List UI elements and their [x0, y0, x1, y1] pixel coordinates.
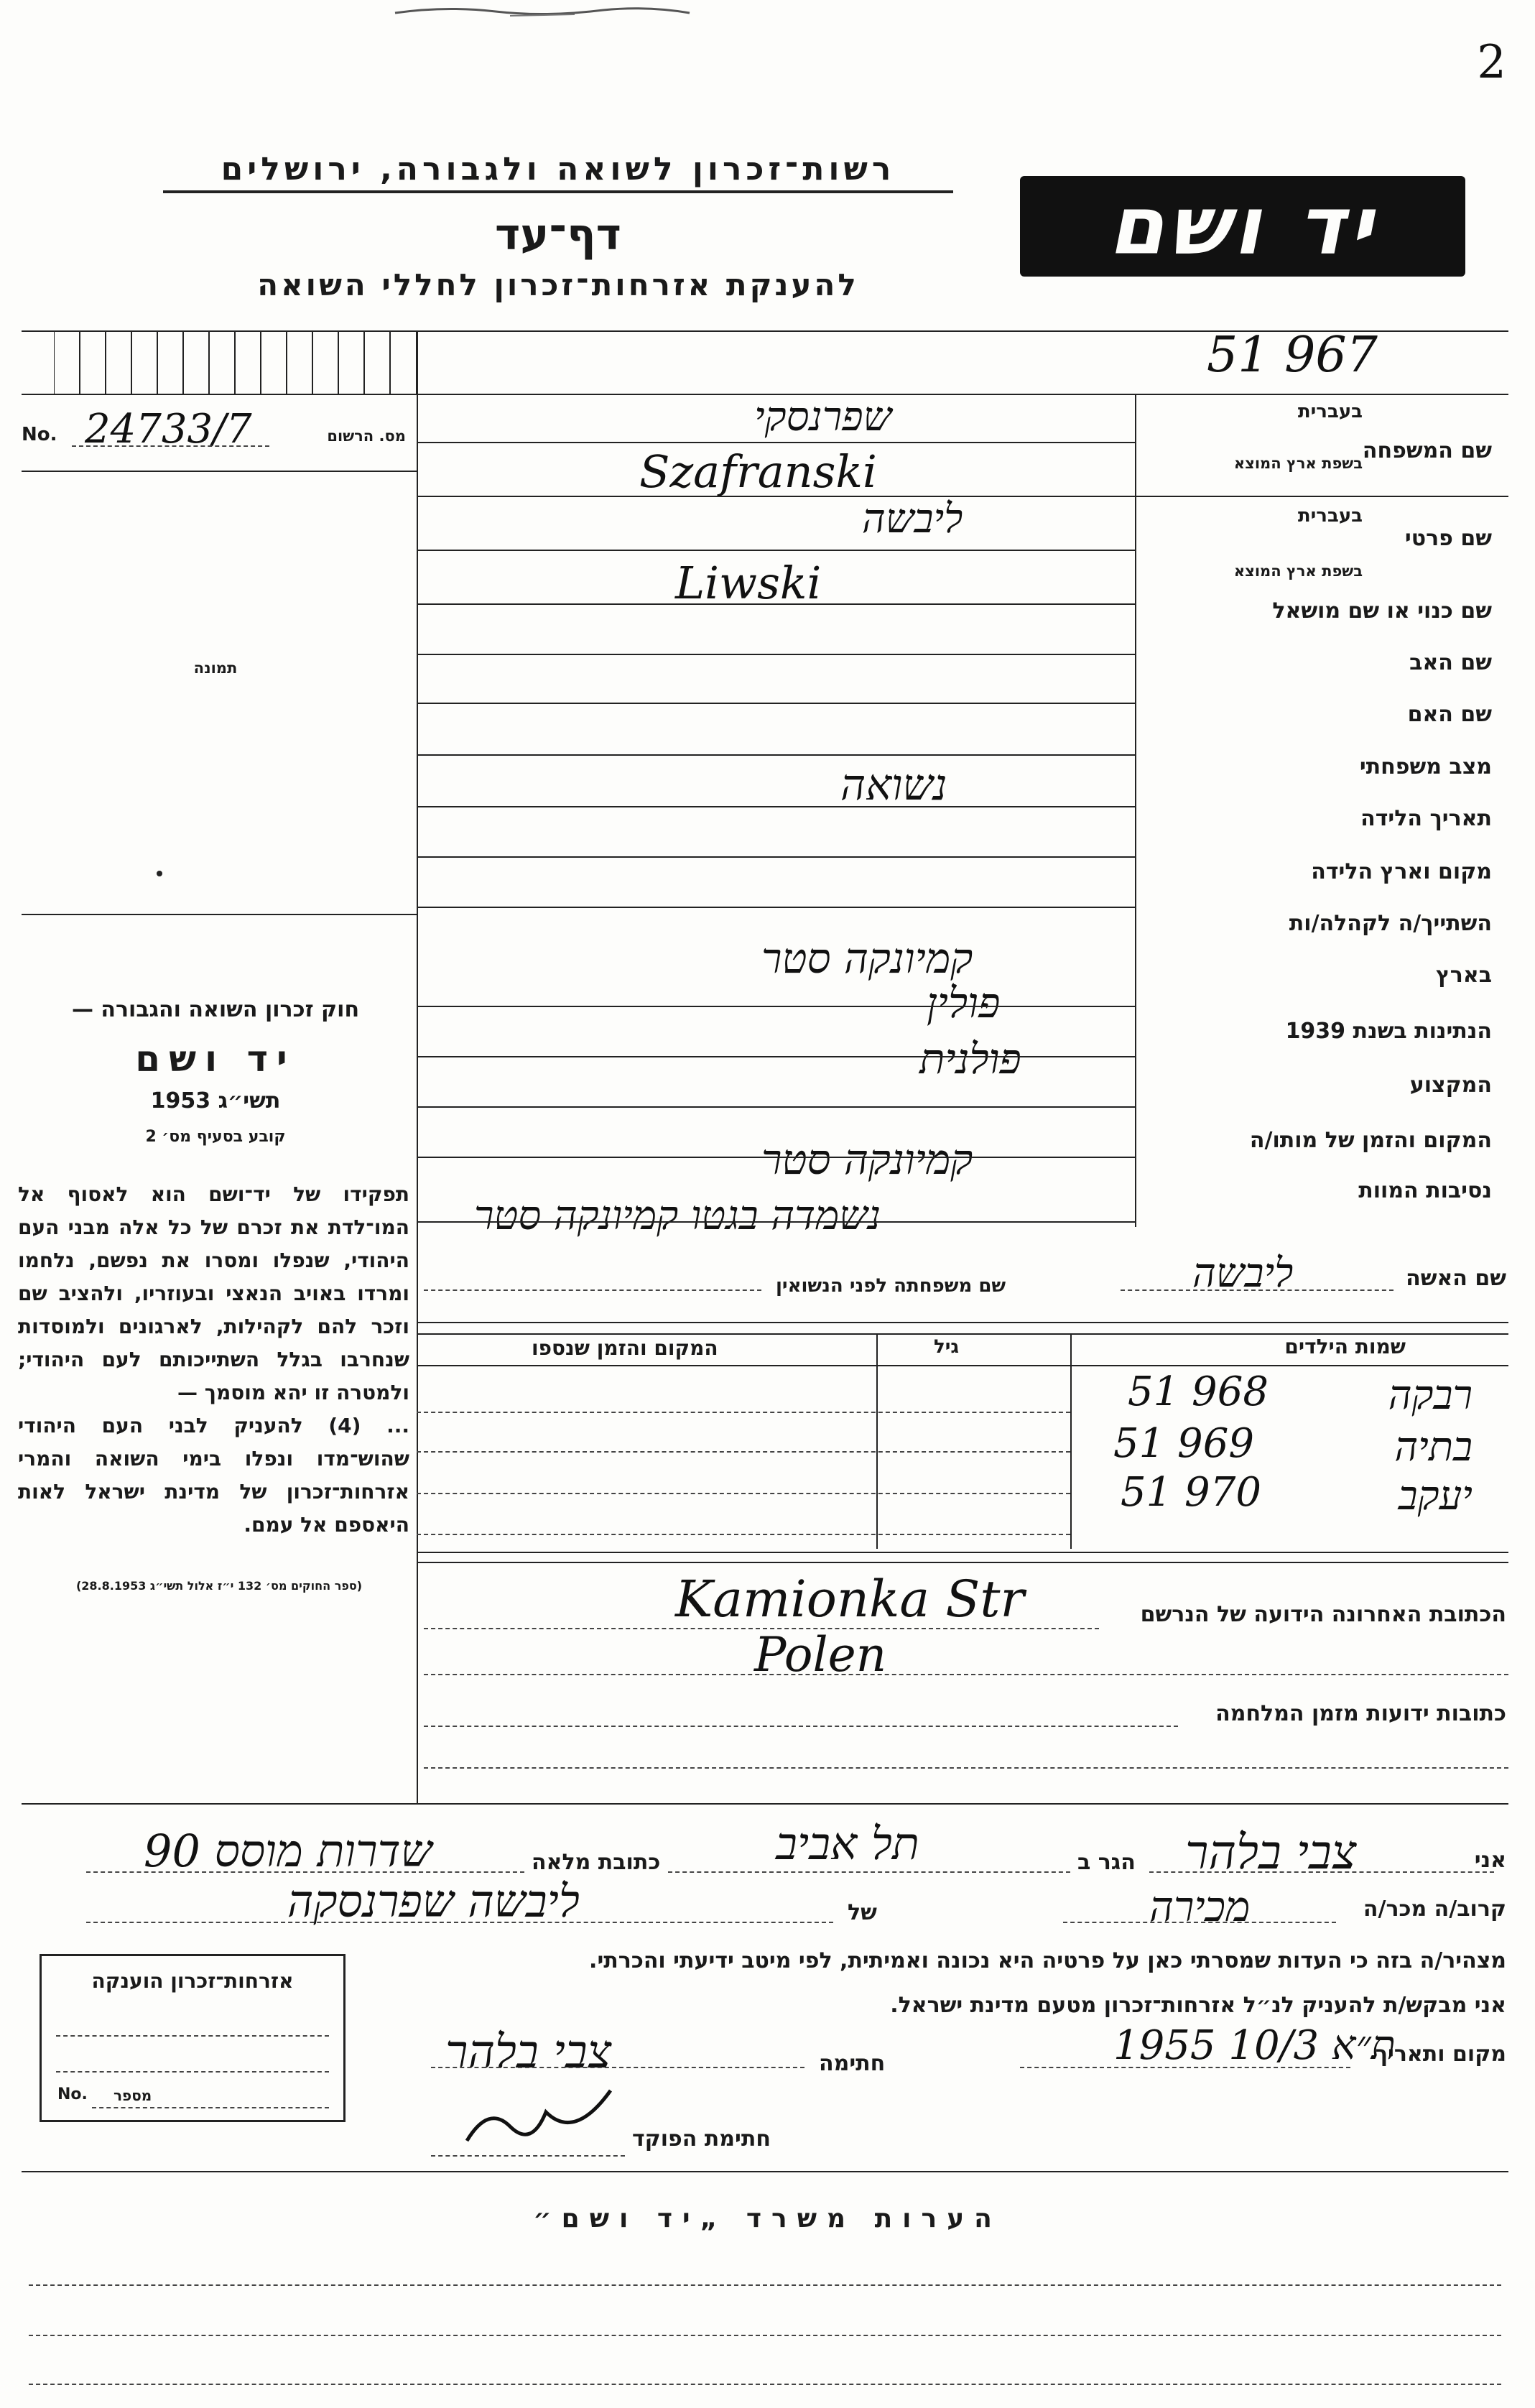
birth-place-label: מקום וארץ הלידה [1311, 859, 1492, 884]
office-notes-title: הערות משרד „יד ושם״ [533, 2204, 1002, 2233]
death-place-label: המקום והזמן של מותו/ה [1249, 1128, 1492, 1153]
first-name-hebrew-value: ליבשה [862, 496, 963, 542]
code-boxes [54, 330, 420, 394]
yad-vashem-logo [1020, 176, 1465, 277]
children-names-header: שמות הילדים [1284, 1335, 1406, 1358]
citizenship-granted-box [40, 1954, 346, 2122]
country-value: פולין [927, 978, 1001, 1027]
child-name: רבקה [1388, 1372, 1473, 1419]
declaration-city-value: תל אביב [776, 1817, 919, 1870]
family-name-hebrew-value: שפרנסקי [754, 394, 892, 440]
child-name: בתיה [1394, 1424, 1473, 1471]
law-text-2: ... (4) להעניק לבני העם היהודי שהוש־מדו ונפלו בימי השואה והמרי אזרחות־זכרון של מדינת ישראל לאות היאספם אל עמם. [18, 1414, 409, 1537]
first-name-label: שם פרטי [1404, 526, 1492, 551]
law-title: חוק זכרון השואה והגבורה — [71, 997, 360, 1022]
family-name-origin-label: בשפת ארץ המוצא [1233, 455, 1363, 472]
declaration-i-value: צבי בלהר [1185, 1825, 1357, 1880]
death-circumstances-label: נסיבות המוות [1358, 1178, 1492, 1203]
child-number: 51 970 [1121, 1469, 1261, 1516]
declaration-relation-value: מכירה [1149, 1882, 1251, 1931]
logo-text: יד ושם [1108, 180, 1378, 273]
children-place-header: המקום והזמן שנספו [532, 1336, 718, 1360]
stamp-no-prefix: No. [57, 2085, 88, 2103]
citizenship-label: הנתינות בשנת 1939 [1285, 1019, 1492, 1044]
registration-no-prefix: No. [22, 424, 57, 445]
table-row [1099, 1369, 1501, 1420]
registration-label: מס. הרשום [327, 427, 406, 445]
record-number: 51 967 [1207, 327, 1378, 384]
children-age-header: גיל [934, 1336, 960, 1358]
declaration-relation-label: קרוב/ה מכר/ה [1363, 1897, 1506, 1922]
registration-number: 24733/7 [85, 406, 252, 453]
mother-label: שם האם [1407, 702, 1492, 727]
first-name-origin-value: Liwski [675, 557, 822, 609]
law-year: תשי״ג 1953 [150, 1088, 281, 1113]
community-value: קמיונקה סטר [761, 934, 973, 983]
declaration-address-label: כתובת מלאה [532, 1850, 661, 1875]
marital-status-value: נשואה [840, 760, 947, 810]
law-clause: קובע בסעיף מס׳ 2 [145, 1128, 286, 1146]
father-label: שם האב [1409, 650, 1492, 675]
profession-label: המקצוע [1409, 1073, 1492, 1098]
form-title: דף־עד [495, 210, 621, 260]
first-name-origin-label: בשפת ארץ המוצא [1233, 562, 1363, 580]
citizenship-granted-title: אזרחות־זכרון הוענקה [91, 1969, 294, 1993]
declaration-address-value: שדרות מוסס 90 [144, 1825, 432, 1877]
place-date-label: מקום ותאריך [1375, 2042, 1506, 2067]
law-text-1: תפקידו של יד־ושם הוא לאסוף אל המו־לדת את זכרם של כל אלה מבני העם היהודי, שנפלו ומסרו את נפשם, נלחמו ומרדו באויב הנאצי ובעוזריו, ולהציב שם וזכר להם לקהילות, לארגונים ולמוסדות שנחרבו בגלל השתייכותם לעם היהודי; ולמטרה זו יהא מוסמך — [18, 1182, 409, 1404]
last-address-value: Kamionka Str [675, 1570, 1024, 1629]
place-date-value: ת״א 10/3 1955 [1113, 2022, 1396, 2069]
photo-label: תמונה [193, 659, 238, 677]
spouse-label: שם האשה [1406, 1266, 1506, 1291]
declaration-statement-1: מצהיר/ה בזה כי העדות שמסרתי כאן על פרטיה היא נכונה ואמיתית, לפי מיטב ידיעתי והכרתי. [589, 1948, 1506, 1973]
officer-label: חתימת הפוקד [632, 2126, 771, 2152]
death-circumstances-value: נשמדה בגטו קמיונקה סטר [474, 1193, 881, 1239]
top-scan-mark [388, 0, 718, 22]
citizenship-value: פולנית [919, 1034, 1021, 1083]
declaration-of-value: ליבשה שפרנסקה [287, 1875, 580, 1927]
spouse-maiden-label: שם משפחתה לפני הנשואין [776, 1275, 1006, 1297]
declaration-resides-label: הגר ב [1077, 1850, 1136, 1875]
authority-name: רשות־זכרון לשואה ולגבורה, ירושלים [163, 151, 953, 193]
photo-dot [157, 871, 162, 876]
law-name: יד ושם [135, 1038, 296, 1080]
war-addresses-label: כתובות ידועות מזמן המלחמה [1215, 1701, 1506, 1726]
form-subtitle: להענקת אזרחות־זכרון לחללי השואה [257, 267, 859, 302]
officer-signature-scribble [445, 2083, 632, 2155]
child-name: יעקב [1398, 1473, 1473, 1519]
family-name-hebrew-label: בעברית [1297, 401, 1363, 422]
table-row [1099, 1469, 1501, 1521]
death-place-value: קמיונקה סטר [761, 1135, 973, 1184]
signature-label: חתימה [819, 2051, 886, 2076]
spouse-value: ליבשה [1192, 1250, 1294, 1297]
child-number: 51 968 [1128, 1369, 1269, 1415]
page-number: 2 [1477, 36, 1506, 89]
birth-date-label: תאריך הלידה [1360, 806, 1492, 831]
community-label: השתייך/ה לקהלה/ות [1289, 911, 1492, 936]
last-address-value-2: Polen [754, 1627, 887, 1682]
declaration-i-label: אני [1474, 1848, 1506, 1873]
marital-status-label: מצב משפחתי [1359, 754, 1492, 779]
country-label: בארץ [1435, 963, 1492, 988]
nickname-label: שם כנוי או שם מושאל [1272, 598, 1492, 624]
declaration-statement-2: אני מבקש/ת להעניק לנ״ל אזרחות־זכרון מטעם מדינת ישראל. [890, 1993, 1506, 2018]
last-address-label: הכתובת האחרונה הידועה של הנרשם [1140, 1602, 1506, 1627]
child-number: 51 969 [1113, 1420, 1254, 1467]
table-row [1099, 1420, 1501, 1472]
stamp-number-label: מספר [113, 2087, 152, 2104]
declaration-of-label: של [848, 1900, 877, 1925]
family-name-label: שם המשפחה [1362, 438, 1492, 463]
first-name-hebrew-label: בעברית [1297, 505, 1363, 527]
signature-value: צבי בלהר [445, 2026, 612, 2079]
law-source: (ספר החוקים מס׳ 132 י״ז אלול תשי״ג 28.8.1953) [75, 1579, 363, 1593]
children-rows [1099, 1369, 1501, 1541]
family-name-origin-value: Szafranski [639, 445, 877, 498]
